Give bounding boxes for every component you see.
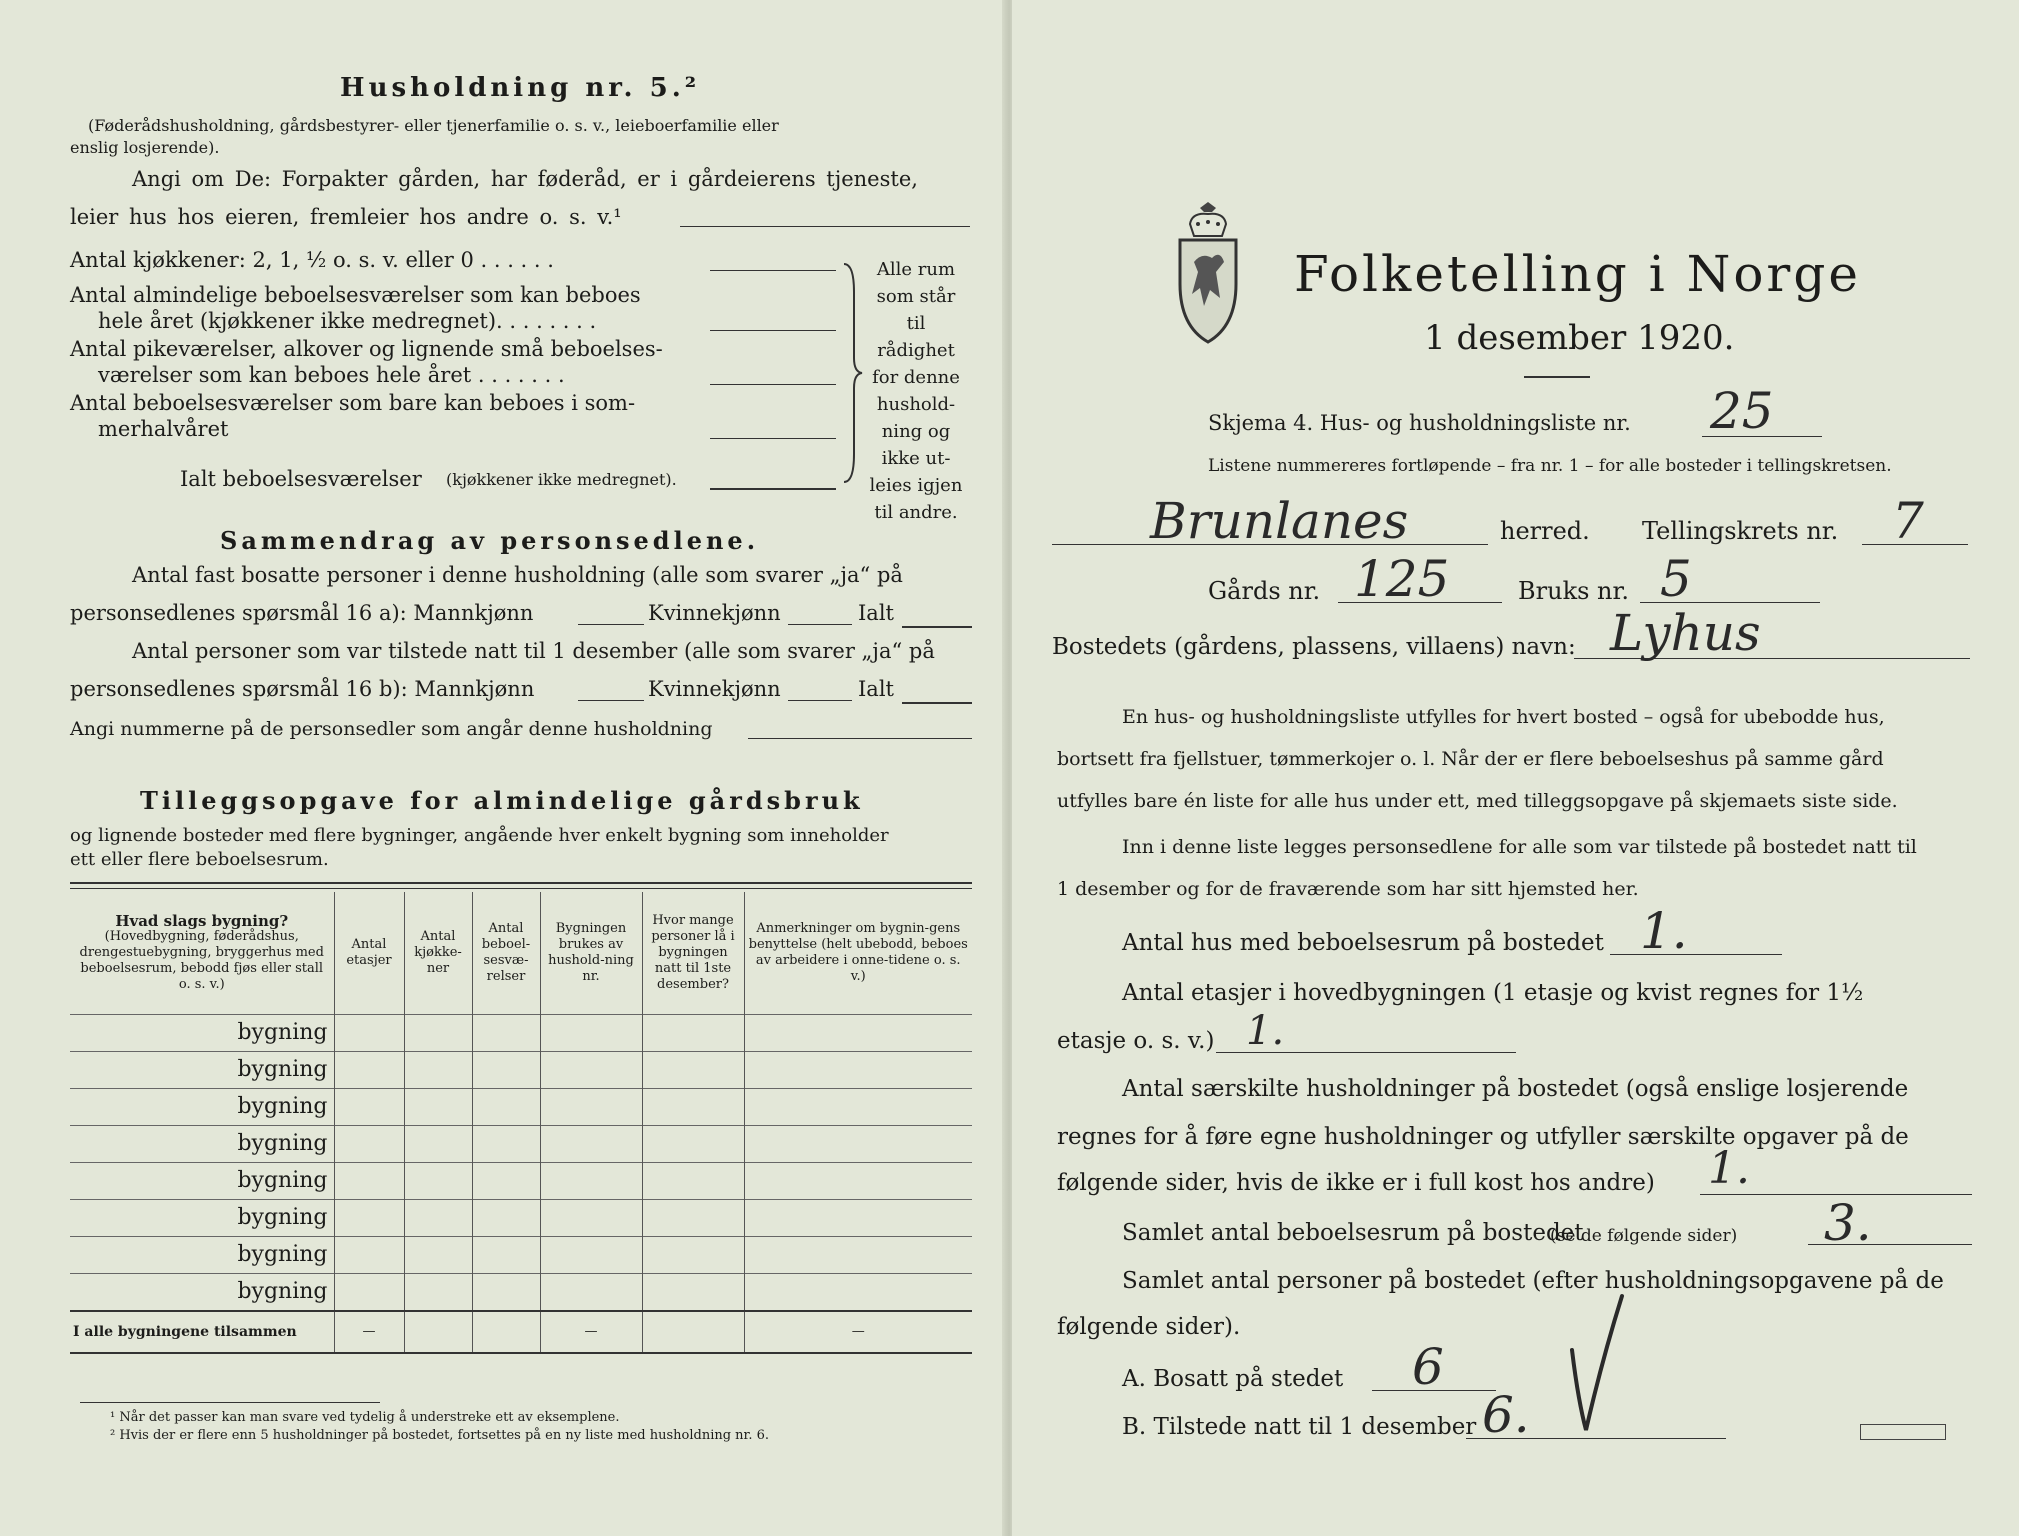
census-date: 1 desember 1920. [1424, 318, 1735, 358]
checkmark-icon [1562, 1290, 1632, 1440]
side-note-line: leies igjen [869, 475, 963, 496]
cell [472, 1237, 540, 1274]
qa-label: A. Bosatt på stedet [1122, 1366, 1344, 1392]
right-page [1012, 0, 2019, 1536]
building-cell: bygning [70, 1237, 334, 1274]
total-floors: — [334, 1311, 404, 1353]
side-note-line: ning og [881, 421, 951, 442]
cell [642, 1126, 744, 1163]
krets-value: 7 [1892, 492, 1924, 550]
cell [472, 1311, 540, 1353]
para1-line-2: bortsett fra fjellstuer, tømmerkojer o. l. Når der er flere beboelseshus på samme gård [1057, 748, 1884, 770]
title-rule [1524, 376, 1590, 378]
cell [404, 1126, 472, 1163]
summary-ialt-1: Ialt [858, 601, 894, 625]
krets-label: Tellingskrets nr. [1642, 517, 1839, 545]
rooms-total-label: Ialt beboelsesværelser [180, 467, 422, 491]
header-building-body: (Hovedbygning, føderådshus, drengestuebygning, bryggerhus med beboelsesrum, bebodd fjøs eller stall o. s. v.) [79, 929, 324, 992]
cell [744, 1163, 972, 1200]
bosted-label: Bostedets (gårdens, plassens, villaens) navn: [1052, 634, 1576, 660]
bruks-value: 5 [1660, 550, 1692, 608]
para1-line-1: En hus- og husholdningsliste utfylles for hvert bosted – også for ubebodde hus, [1122, 706, 1885, 728]
header-remarks: Anmerkninger om bygnin-gens benyttelse (helt ubebodd, beboes av arbeidere i onne-tidene o. s. v.) [744, 892, 972, 1015]
table-row [70, 1052, 972, 1089]
gards-label: Gårds nr. [1208, 577, 1321, 605]
cell [404, 1052, 472, 1089]
table-row [70, 1237, 972, 1274]
summary-ialt-2: Ialt [858, 677, 894, 701]
census-title: Folketelling i Norge [1294, 245, 1861, 303]
household-intro-2: enslig losjerende). [70, 138, 220, 157]
cell [334, 1237, 404, 1274]
side-note-line: til andre. [874, 502, 958, 523]
q1-line [1610, 954, 1782, 955]
coat-of-arms-icon [1172, 202, 1244, 350]
cell [744, 1015, 972, 1052]
total-household: — [540, 1311, 642, 1353]
summary-i-line-2 [902, 702, 972, 704]
cell [334, 1089, 404, 1126]
building-cell: bygning [70, 1274, 334, 1312]
q2-value: 1. [1246, 1008, 1285, 1054]
cell [472, 1163, 540, 1200]
cell [642, 1200, 744, 1237]
rooms-kitchens: Antal kjøkkener: 2, 1, ½ o. s. v. eller 0 . . . . . . [70, 248, 554, 272]
para2-line-1: Inn i denne liste legges personsedlene for alle som var tilstede på bostedet natt til [1122, 836, 1917, 858]
cell [642, 1311, 744, 1353]
q5-line-2: følgende sider). [1057, 1314, 1241, 1340]
summary-numbers: Angi nummerne på de personsedler som angår denne husholdning [70, 718, 713, 740]
gards-value: 125 [1354, 550, 1450, 608]
rooms-kitchens-line [710, 270, 836, 271]
table-total-row [70, 1311, 972, 1353]
skjema-value: 25 [1710, 382, 1774, 440]
cell [404, 1200, 472, 1237]
cell [642, 1015, 744, 1052]
cell [744, 1052, 972, 1089]
cell [540, 1015, 642, 1052]
footnote-1: ¹ Når det passer kan man svare ved tydelig å understreke ett av eksemplene. [110, 1410, 620, 1425]
side-note-line: hushold- [876, 394, 956, 415]
side-note-line: som står til [876, 286, 956, 334]
summary-m-line-1 [578, 624, 644, 625]
table-row [70, 1015, 972, 1052]
qa-value: 6 [1412, 1338, 1444, 1396]
q1-label: Antal hus med beboelsesrum på bostedet [1122, 930, 1604, 956]
header-kitchens: Antal kjøkke-ner [404, 892, 472, 1015]
q2-line-2: etasje o. s. v.) [1057, 1028, 1215, 1054]
cell [642, 1163, 744, 1200]
tillegg-title: Tilleggsopgave for almindelige gårdsbruk [140, 786, 864, 815]
summary-numbers-line [748, 738, 972, 739]
summary-line-2: personsedlenes spørsmål 16 a): Mannkjønn [70, 601, 534, 625]
table-row [70, 1274, 972, 1312]
side-note-line: rådighet [877, 340, 955, 361]
cell [472, 1089, 540, 1126]
cell [540, 1200, 642, 1237]
q1-value: 1. [1640, 902, 1688, 960]
side-note-line: Alle rum [876, 259, 956, 280]
herred-value: Brunlanes [1150, 492, 1409, 550]
cell [540, 1163, 642, 1200]
building-cell: bygning [70, 1089, 334, 1126]
building-cell: bygning [70, 1163, 334, 1200]
table-row [70, 1089, 972, 1126]
table-header-row [70, 892, 972, 1015]
summary-k-line-2 [788, 700, 852, 701]
rooms-summer-a: Antal beboelsesværelser som bare kan beboes i som- [70, 391, 636, 415]
table-row [70, 1163, 972, 1200]
cell [404, 1237, 472, 1274]
q3-line-1: Antal særskilte husholdninger på bostedet (også enslige losjerende [1122, 1076, 1909, 1102]
cell [334, 1274, 404, 1312]
rooms-total-note: (kjøkkener ikke medregnet). [446, 470, 677, 489]
q3-line-3: følgende sider, hvis de ikke er i full kost hos andre) [1057, 1170, 1655, 1196]
cell [404, 1311, 472, 1353]
angi-answer-line [680, 226, 970, 227]
summary-line-1: Antal fast bosatte personer i denne husholdning (alle som svarer „ja“ på [132, 563, 903, 587]
q2-line-1: Antal etasjer i hovedbygningen (1 etasje og kvist regnes for 1½ [1122, 980, 1864, 1006]
household-title: Husholdning nr. 5.² [340, 73, 701, 103]
q4-value: 3. [1824, 1194, 1872, 1252]
cell [540, 1237, 642, 1274]
cell [404, 1274, 472, 1312]
cell [404, 1163, 472, 1200]
cell [404, 1089, 472, 1126]
header-household: Bygningen brukes av hushold-ning nr. [540, 892, 642, 1015]
rooms-small-line [710, 384, 836, 385]
listene-note: Listene nummereres fortløpende – fra nr. 1 – for alle bosteder i tellingskretsen. [1208, 456, 1892, 476]
summary-k-line-1 [788, 624, 852, 625]
header-persons: Hvor mange personer lå i bygningen natt til 1ste desember? [642, 892, 744, 1015]
cell [642, 1237, 744, 1274]
building-cell: bygning [70, 1015, 334, 1052]
summary-line-3: Antal personer som var tilstede natt til 1 desember (alle som svarer „ja“ på [132, 639, 935, 663]
q5-line-1: Samlet antal personer på bostedet (efter husholdningsopgavene på de [1122, 1268, 1944, 1294]
table-row [70, 1126, 972, 1163]
total-label: I alle bygningene tilsammen [70, 1311, 334, 1353]
summary-kvinne-2: Kvinnekjønn [648, 677, 781, 701]
table-top-rule [70, 882, 972, 884]
para2-line-2: 1 desember og for de fraværende som har sitt hjemsted her. [1057, 878, 1639, 900]
tillegg-line-2: ett eller flere beboelsesrum. [70, 849, 329, 870]
summary-i-line-1 [902, 626, 972, 628]
side-note-line: for denne [872, 367, 960, 388]
left-page [0, 0, 1006, 1536]
q4-note: (se de følgende sider) [1550, 1226, 1738, 1246]
header-rooms: Antal beboel-sesvæ-relser [472, 892, 540, 1015]
summary-kvinne-1: Kvinnekjønn [648, 601, 781, 625]
cell [642, 1052, 744, 1089]
q3-value: 1. [1708, 1143, 1750, 1194]
table-row [70, 1200, 972, 1237]
cell [540, 1126, 642, 1163]
cell [334, 1163, 404, 1200]
header-building-title: Hvad slags bygning? [115, 912, 289, 930]
cell [334, 1015, 404, 1052]
skjema-label: Skjema 4. Hus- og husholdningsliste nr. [1208, 411, 1631, 435]
rooms-small-a: Antal pikeværelser, alkover og lignende små beboelses- [70, 337, 663, 361]
cell [642, 1274, 744, 1312]
printer-stamp [1860, 1424, 1946, 1440]
q3-line-2: regnes for å føre egne husholdninger og utfyller særskilte opgaver på de [1057, 1124, 1909, 1150]
building-cell: bygning [70, 1126, 334, 1163]
qb-value: 6. [1482, 1386, 1530, 1444]
rooms-ordinary-a: Antal almindelige beboelsesværelser som kan beboes [70, 283, 641, 307]
cell [540, 1274, 642, 1312]
rooms-summer-line [710, 438, 836, 439]
bruks-label: Bruks nr. [1518, 577, 1629, 605]
rooms-summer-b: merhalvåret [98, 417, 229, 441]
rooms-ordinary-line [710, 330, 836, 331]
cell [744, 1089, 972, 1126]
cell [744, 1200, 972, 1237]
buildings-table [70, 892, 972, 1354]
cell [472, 1200, 540, 1237]
cell [472, 1052, 540, 1089]
cell [472, 1015, 540, 1052]
cell [744, 1237, 972, 1274]
q4-label: Samlet antal beboelsesrum på bostedet [1122, 1220, 1584, 1246]
cell [334, 1200, 404, 1237]
tillegg-line-1: og lignende bosteder med flere bygninger, angående hver enkelt bygning som inneholder [70, 825, 889, 846]
rooms-small-b: værelser som kan beboes hele året . . . . . . . [98, 363, 565, 387]
rooms-total-line [710, 488, 836, 490]
brace-icon [840, 262, 864, 484]
total-remarks: — [744, 1311, 972, 1353]
cell [472, 1274, 540, 1312]
cell [744, 1126, 972, 1163]
cell [642, 1089, 744, 1126]
cell [472, 1126, 540, 1163]
cell [404, 1015, 472, 1052]
cell [540, 1089, 642, 1126]
building-cell: bygning [70, 1200, 334, 1237]
cell [334, 1126, 404, 1163]
summary-m-line-2 [578, 700, 644, 701]
bosted-value: Lyhus [1610, 604, 1761, 662]
side-note [866, 256, 966, 526]
building-cell: bygning [70, 1052, 334, 1089]
qb-label: B. Tilstede natt til 1 desember [1122, 1414, 1477, 1440]
footnote-2: ² Hvis der er flere enn 5 husholdninger på bostedet, fortsettes på en ny liste med husholdning nr. 6. [110, 1428, 770, 1443]
cell [540, 1052, 642, 1089]
angi-line-1: Angi om De: Forpakter gården, har føderåd, er i gårdeierens tjeneste, [132, 167, 918, 191]
header-building-type [70, 892, 334, 1015]
summary-title: Sammendrag av personsedlene. [220, 526, 760, 555]
footnote-rule [80, 1402, 380, 1403]
cell [744, 1274, 972, 1312]
header-floors: Antal etasjer [334, 892, 404, 1015]
table-top-rule-2 [70, 888, 972, 889]
summary-line-4: personsedlenes spørsmål 16 b): Mannkjønn [70, 677, 535, 701]
para1-line-3: utfylles bare én liste for alle hus under ett, med tilleggsopgave på skjemaets siste side. [1057, 790, 1898, 812]
cell [334, 1052, 404, 1089]
rooms-ordinary-b: hele året (kjøkkener ikke medregnet). . . . . . . . [98, 309, 597, 333]
herred-label: herred. [1500, 517, 1590, 545]
household-intro-1: (Føderådshusholdning, gårdsbestyrer- eller tjenerfamilie o. s. v., leieboerfamilie eller [88, 116, 779, 135]
side-note-line: ikke ut- [881, 448, 951, 469]
angi-line-2: leier hus hos eieren, fremleier hos andre o. s. v.¹ [70, 205, 622, 229]
